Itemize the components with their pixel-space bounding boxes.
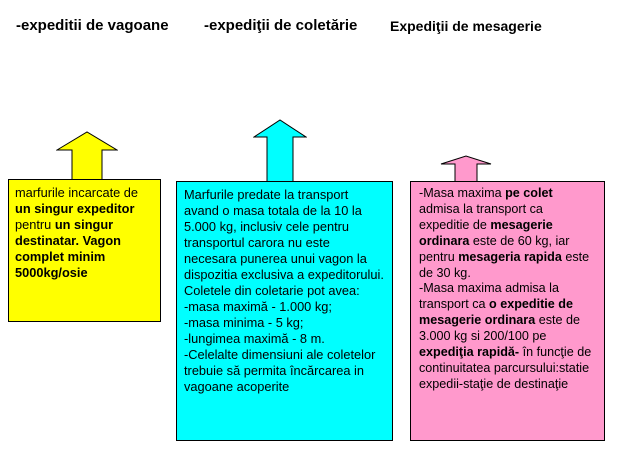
box-expeditii-vagoane [8,179,161,322]
coletarie-masa-maxima: -masa maximă - 1.000 kg; [184,299,332,314]
arrow-up-cyan-icon [253,119,307,183]
box-expeditii-mesagerie [410,181,605,441]
heading-expeditii-vagoane: -expeditii de vagoane [16,17,169,34]
heading-expeditii-coletarie: -expediţii de coletărie [204,17,358,34]
coletarie-paragraph: Marfurile predate la transport avand o masa totala de la 10 la 5.000 kg, inclusiv cele pentru transportul carora nu este necesara punerea unui vagon la dispozitia exclusiva a expeditorului. Coletele din coletarie pot avea: [184,187,384,298]
mesagerie-masa-colet: -Masa maxima pe colet admisa la transport ca expeditie de mesagerie ordinara este de 60 kg, iar pentru mesageria rapida este de 30 kg. [419,186,590,280]
heading-expeditii-mesagerie: Expediţii de mesagerie [390,18,542,34]
box-expeditii-coletarie [176,181,393,441]
coletarie-lungime-maxima: -lungimea maximă - 8 m. [184,331,325,346]
arrow-up-pink-icon [440,155,492,183]
mesagerie-masa-expeditie: -Masa maxima admisa la transport ca o expeditie de mesagerie ordinara este de 3.000 kg si 200/100 pe expediţia rapidă- în funcţie de continuitatea parcursului:statie expedii-staţie de destinaţie [419,281,592,391]
coletarie-masa-minima: -masa minima - 5 kg; [184,315,304,330]
box-vagoane-text: marfurile incarcate de un singur expeditor pentru un singur destinatar. Vagon complet minim 5000kg/osie [15,185,139,280]
coletarie-alte-dimensiuni: -Celelalte dimensiuni ale coletelor trebuie să permita încărcarea in vagoane acoperite [184,347,376,394]
arrow-up-yellow-icon [56,131,118,181]
